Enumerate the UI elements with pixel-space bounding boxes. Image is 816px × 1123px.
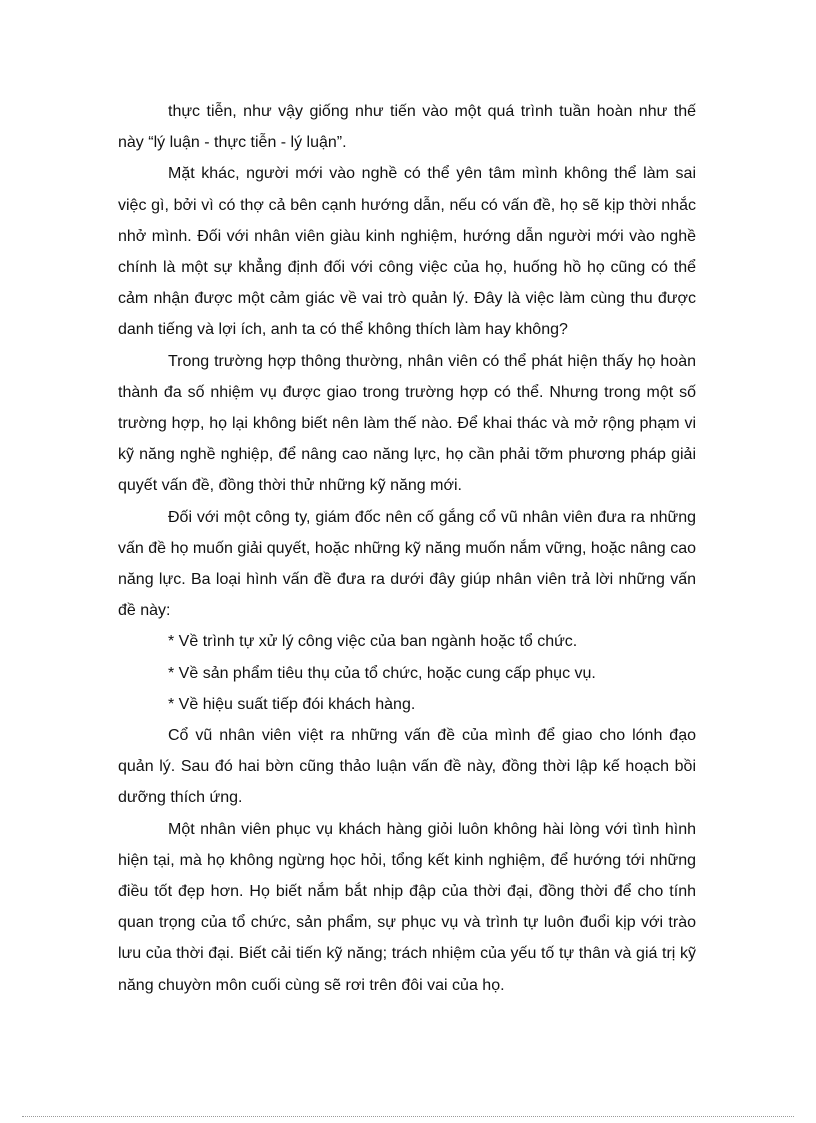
body-text [118, 96, 696, 1001]
paragraph-4: Đối với một công ty, giám đốc nên cố gắng cổ vũ nhân viên đưa ra những vấn đề họ muốn giải quyết, hoặc những kỹ năng muốn nắm vững, hoặc nâng cao năng lực. Ba loại hình vấn đề đưa ra dưới đây giúp nhân viên trả lời những vấn đề này: [118, 508, 696, 620]
page-bottom-divider [22, 1116, 794, 1117]
paragraph-6: Một nhân viên phục vụ khách hàng giỏi luôn không hài lòng với tình hình hiện tại, mà họ không ngừng học hỏi, tổng kết kinh nghiệm, để hướng tới những điều tốt đẹp hơn. Họ biết nắm bắt nhịp đập của thời đại, đồng thời để cho tính quan trọng của tổ chức, sản phẩm, sự phục vụ và trình tự luôn đuổi kịp với trào lưu của thời đại. Biết cải tiến kỹ năng; trách nhiệm của yếu tố tự thân và giá trị kỹ năng chuyờn môn cuối cùng sẽ rơi trên đôi vai của họ. [118, 820, 696, 994]
bullet-item-3: * Về hiệu suất tiếp đói khách hàng. [168, 695, 416, 713]
paragraph-1: thực tiễn, như vậy giống như tiến vào một quá trình tuần hoàn như thế này “lý luận - thực tiễn - lý luận”. [118, 103, 696, 152]
paragraph-2: Mặt khác, người mới vào nghề có thể yên tâm mình không thể làm sai việc gì, bởi vì có thợ cả bên cạnh hướng dẫn, nếu có vấn đề, họ sẽ kịp thời nhắc nhở mình. Đối với nhân viên giàu kinh nghiệm, hướng dẫn người mới vào nghề chính là một sự khẳng định đối với công việc của họ, huống hồ họ cũng có thể cảm nhận được một cảm giác về vai trò quản lý. Đây là việc làm cùng thu được danh tiếng và lợi ích, anh ta có thể không thích làm hay không? [118, 165, 696, 339]
paragraph-3: Trong trường hợp thông thường, nhân viên có thể phát hiện thấy họ hoàn thành đa số nhiệm vụ được giao trong trường hợp có thể. Nhưng trong một số trường hợp, họ lại không biết nên làm thế nào. Để khai thác và mở rộng phạm vi kỹ năng nghề nghiệp, để nâng cao năng lực, họ cần phải tỡm phương pháp giải quyết vấn đề, đồng thời thử những kỹ năng mới. [118, 352, 696, 495]
bullet-item-1: * Về trình tự xử lý công việc của ban ngành hoặc tổ chức. [168, 633, 578, 651]
paragraph-5: Cổ vũ nhân viên việt ra những vấn đề của mình để giao cho lónh đạo quản lý. Sau đó hai bờn cũng thảo luận vấn đề này, đồng thời lập kế hoạch bồi dưỡng thích ứng. [118, 727, 696, 807]
bullet-item-2: * Về sản phẩm tiêu thụ của tổ chức, hoặc cung cấp phục vụ. [168, 664, 596, 682]
